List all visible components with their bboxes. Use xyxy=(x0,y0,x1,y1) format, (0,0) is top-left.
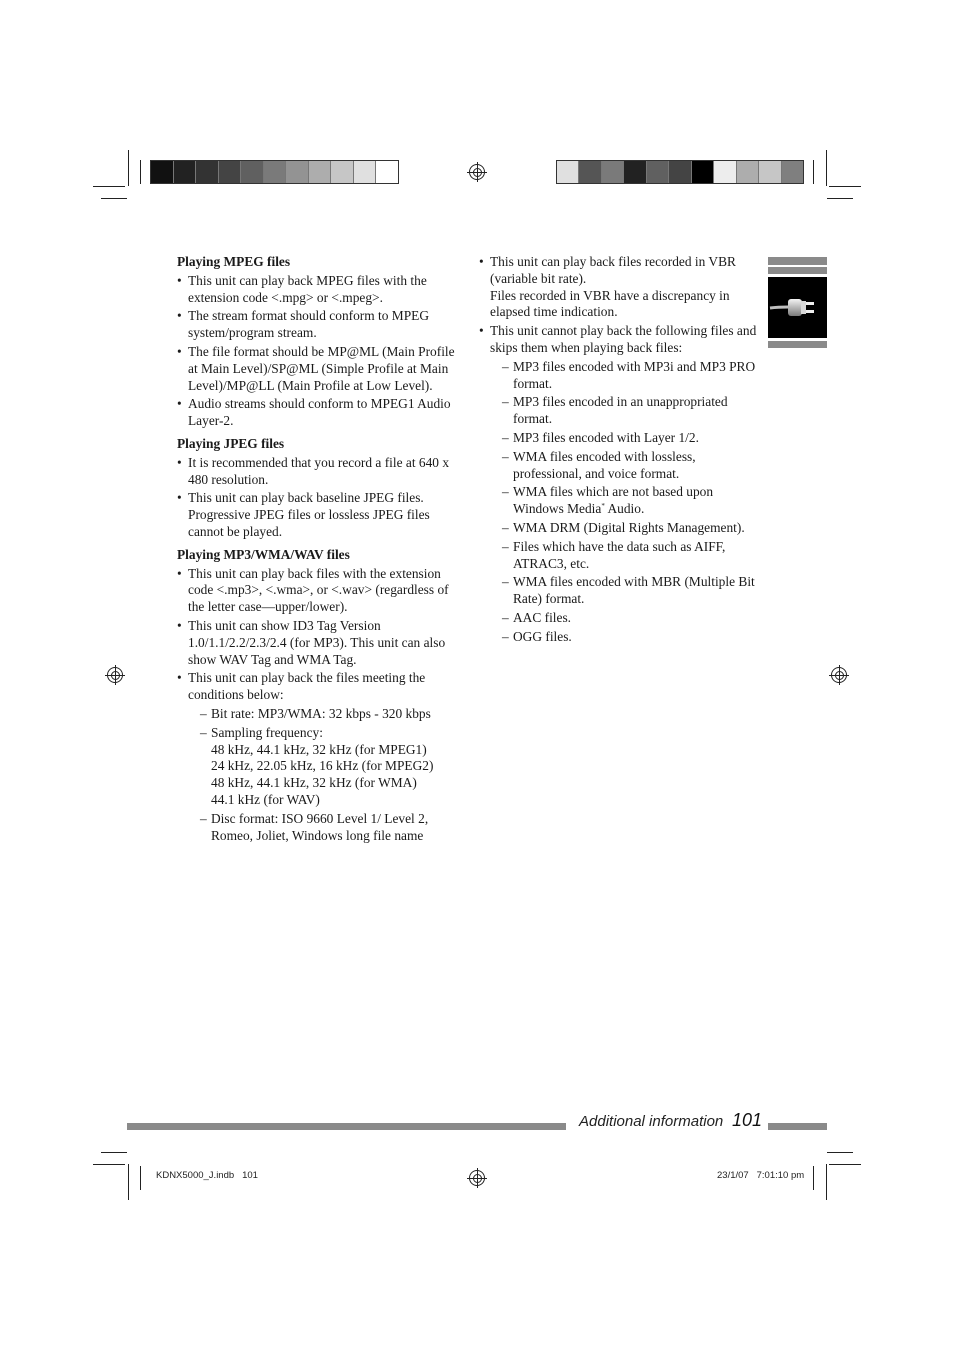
crop-mark xyxy=(826,1164,827,1200)
footer-section-title: Additional information xyxy=(579,1113,724,1130)
sub-list-item xyxy=(502,484,757,518)
sampling-line: 48 kHz, 44.1 kHz, 32 kHz (for MPEG1) xyxy=(211,741,427,757)
color-calibration-bar-left xyxy=(150,160,399,184)
crop-mark xyxy=(826,150,827,186)
footer-rule-right xyxy=(768,1123,827,1130)
sub-list-item: – WMA DRM (Digital Rights Management). xyxy=(502,520,757,537)
bullet-list xyxy=(479,254,757,646)
side-tab-box xyxy=(768,277,827,338)
sampling-line: 24 kHz, 22.05 kHz, 16 kHz (for MPEG2) xyxy=(211,758,434,774)
crop-mark xyxy=(140,1166,141,1190)
color-swatch xyxy=(602,161,624,183)
right-column xyxy=(479,254,757,648)
color-swatch xyxy=(624,161,646,183)
list-item: • This unit can play back files with the extension code <.mp3>, <.wma>, or <.wav> (regardless of the letter case—upper/lower). xyxy=(177,566,461,616)
bullet-list xyxy=(177,566,461,845)
crop-mark xyxy=(827,1152,853,1153)
side-tab-stripe xyxy=(768,257,827,265)
list-item xyxy=(177,670,461,844)
section-heading: Playing JPEG files xyxy=(177,435,285,451)
color-swatch xyxy=(331,161,354,183)
section-heading: Playing MPEG files xyxy=(177,254,291,269)
plug-icon xyxy=(768,277,827,338)
crop-mark xyxy=(140,160,141,184)
color-swatch xyxy=(647,161,669,183)
bullet-list xyxy=(177,455,461,541)
list-item: • This unit can play back baseline JPEG files. Progressive JPEG files or lossless JPEG files cannot be played. xyxy=(177,490,461,540)
list-item xyxy=(479,323,757,645)
print-slug-datetime: 23/1/07 7:01:10 pm xyxy=(717,1170,805,1181)
sub-list-item-text: Audio. xyxy=(604,501,645,517)
sub-list-item: – WMA files encoded with MBR (Multiple Bit Rate) format. xyxy=(502,574,757,608)
page-number: 101 xyxy=(732,1110,763,1130)
sub-list-item: – Bit rate: MP3/WMA: 32 kbps - 320 kbps xyxy=(200,706,461,723)
color-swatch xyxy=(376,161,398,183)
sub-list xyxy=(188,706,461,844)
sub-list-item: – MP3 files encoded with MP3i and MP3 PRO format. xyxy=(502,359,757,393)
registration-mark-icon xyxy=(107,667,123,683)
color-swatch xyxy=(286,161,309,183)
color-swatch xyxy=(309,161,332,183)
color-swatch xyxy=(782,161,803,183)
list-item: • Audio streams should conform to MPEG1 Audio Layer-2. xyxy=(177,396,461,430)
crop-mark xyxy=(829,1164,861,1165)
list-item-text: This unit cannot play back the following files and skips them when playing back files: xyxy=(490,323,757,355)
sub-list-item: – Files which have the data such as AIFF, ATRAC3, etc. xyxy=(502,539,757,573)
bullet-list xyxy=(177,273,461,430)
side-tab-stripe xyxy=(768,267,827,274)
color-swatch xyxy=(196,161,219,183)
color-swatch xyxy=(692,161,714,183)
crop-mark xyxy=(128,1164,129,1200)
sub-list xyxy=(490,359,757,646)
crop-mark xyxy=(101,1152,127,1153)
crop-mark xyxy=(128,150,129,186)
color-swatch xyxy=(759,161,781,183)
color-swatch xyxy=(557,161,579,183)
list-item: • This unit can show ID3 Tag Version 1.0/1.1/2.2/2.3/2.4 (for MP3). This unit can also show WAV Tag and WMA Tag. xyxy=(177,618,461,668)
list-item xyxy=(479,254,757,321)
registration-mark-icon xyxy=(831,667,847,683)
color-swatch xyxy=(264,161,287,183)
sub-list-item: – MP3 files encoded with Layer 1/2. xyxy=(502,430,757,447)
sub-list-item: – Disc format: ISO 9660 Level 1/ Level 2, Romeo, Joliet, Windows long file name xyxy=(200,811,461,845)
color-swatch xyxy=(354,161,377,183)
crop-mark xyxy=(101,198,127,199)
list-item-note: Files recorded in VBR have a discrepancy in elapsed time indication. xyxy=(490,287,730,320)
sampling-line: 44.1 kHz (for WAV) xyxy=(211,791,320,807)
crop-mark xyxy=(93,186,125,187)
sampling-line: 48 kHz, 44.1 kHz, 32 kHz (for WMA) xyxy=(211,775,417,791)
color-swatch xyxy=(669,161,691,183)
list-item: • This unit can play back MPEG files with the extension code <.mpg> or <.mpeg>. xyxy=(177,273,461,307)
list-item: • The stream format should conform to MPEG system/program stream. xyxy=(177,308,461,342)
sub-list-item: – WMA files encoded with lossless, professional, and voice format. xyxy=(502,449,757,483)
crop-mark xyxy=(813,160,814,184)
crop-mark xyxy=(813,1166,814,1190)
side-tab-stripe xyxy=(768,341,827,348)
list-item: • It is recommended that you record a file at 640 x 480 resolution. xyxy=(177,455,461,489)
registration-mark-icon xyxy=(469,1170,485,1186)
crop-mark xyxy=(829,186,861,187)
left-column xyxy=(177,254,461,846)
color-swatch xyxy=(737,161,759,183)
print-slug-file: KDNX5000_J.indb 101 xyxy=(156,1170,258,1181)
list-item: • The file format should be MP@ML (Main Profile at Main Level)/SP@ML (Simple Profile at Main Level)/MP@LL (Main Profile at Low Level). xyxy=(177,344,461,394)
list-item-text: This unit can play back the files meeting the conditions below: xyxy=(188,670,426,703)
sub-list-item: – AAC files. xyxy=(502,610,757,627)
footer-rule-left xyxy=(127,1123,566,1130)
color-swatch xyxy=(714,161,736,183)
color-swatch xyxy=(241,161,264,183)
sub-list-item: – OGG files. xyxy=(502,629,757,646)
color-swatch xyxy=(151,161,174,183)
crop-mark xyxy=(93,1164,125,1165)
sub-list-item xyxy=(200,725,461,809)
sub-list-item: – MP3 files encoded in an unappropriated format. xyxy=(502,394,757,428)
list-item-text: • This unit can play back files recorded in VBR (variable bit rate). xyxy=(490,254,736,286)
section-heading: Playing MP3/WMA/WAV files xyxy=(177,546,350,562)
crop-mark xyxy=(827,198,853,199)
footnote-mark: * xyxy=(601,502,605,511)
color-swatch xyxy=(219,161,242,183)
color-swatch xyxy=(174,161,197,183)
registration-mark-icon xyxy=(469,164,485,180)
color-swatch xyxy=(579,161,601,183)
sub-list-item-text: WMA files which are not based upon Windows Media xyxy=(513,484,714,517)
sampling-label: – Sampling frequency: xyxy=(211,724,323,740)
color-calibration-bar-right xyxy=(556,160,804,184)
